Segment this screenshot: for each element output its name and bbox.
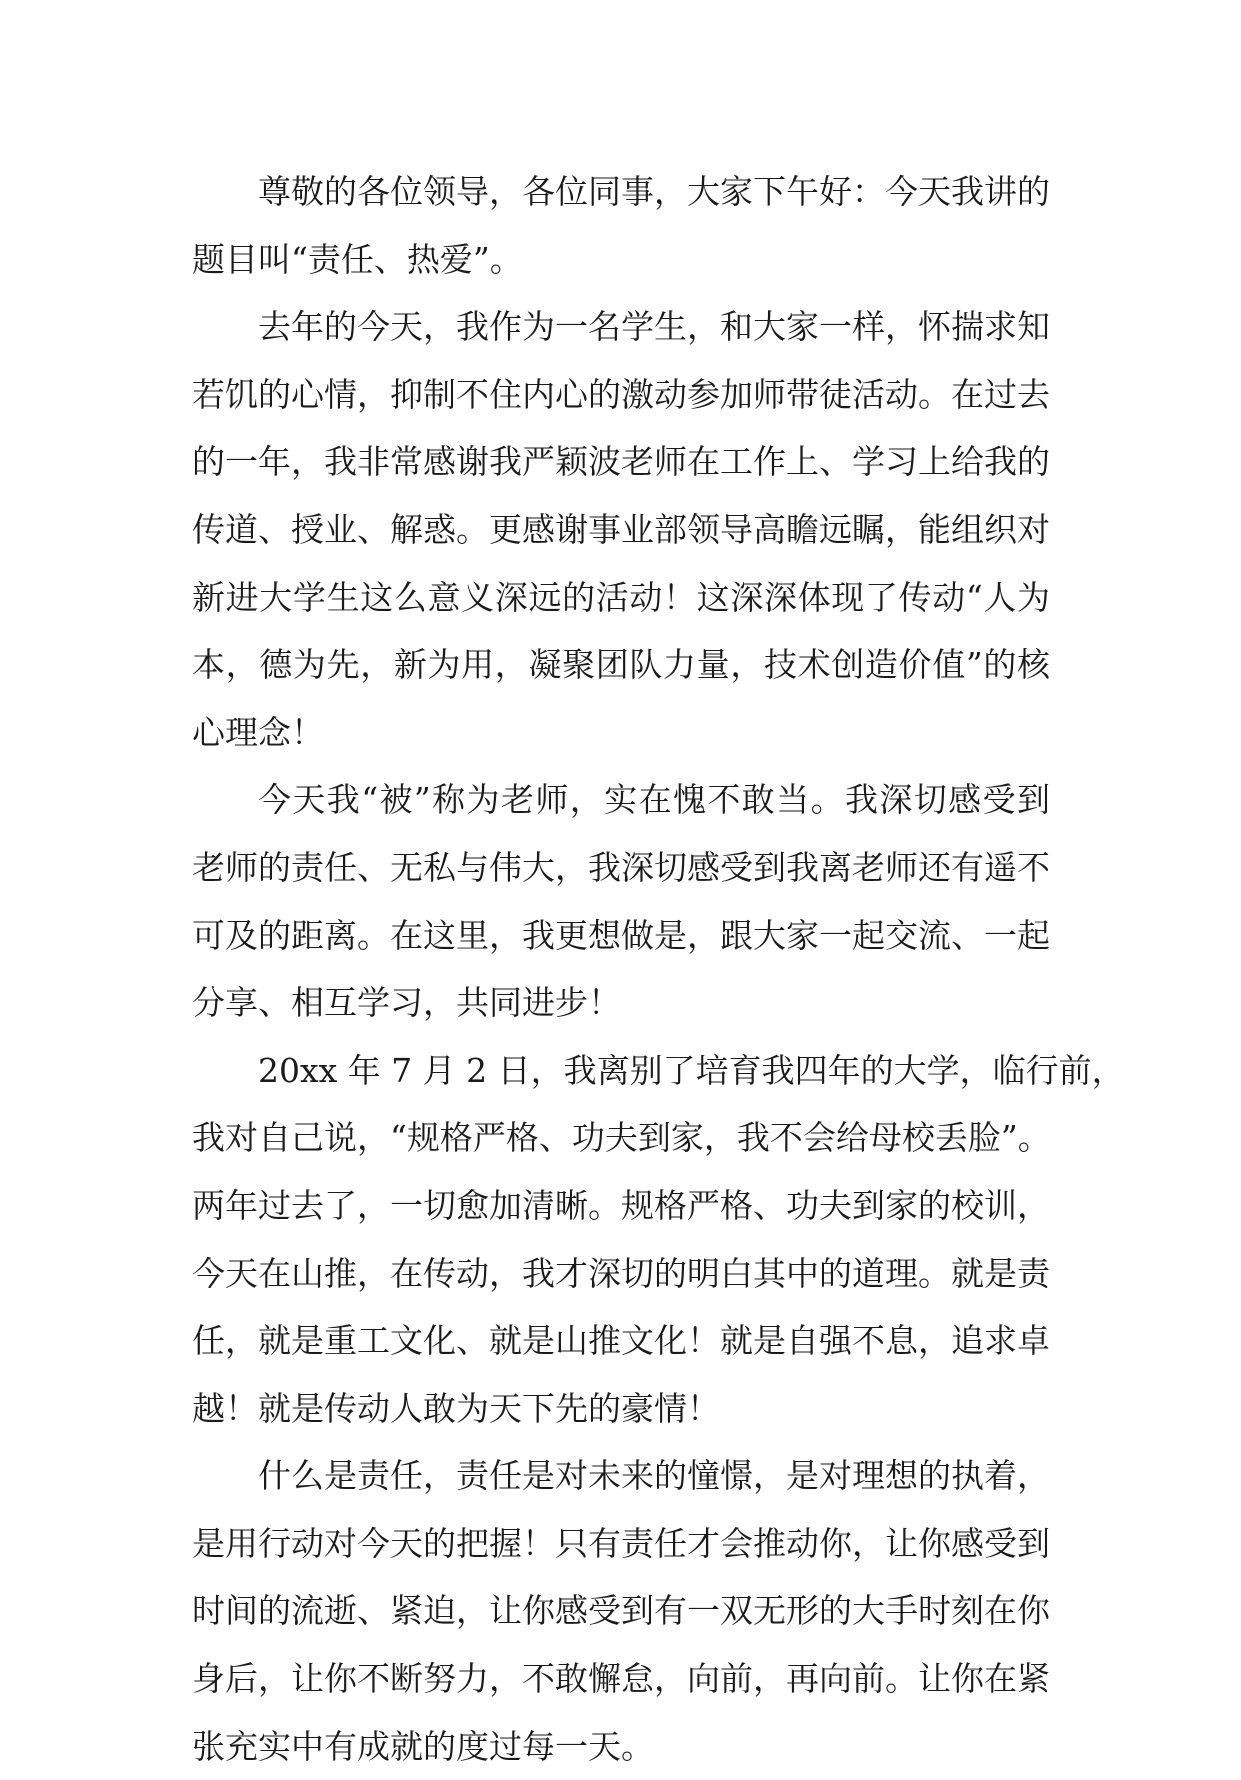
text-line: 本，德为先，新为用，凝聚团队力量，技术创造价值”的核: [192, 645, 1050, 685]
paragraph-last-year: [192, 293, 1050, 766]
text-line: 什么是责任，责任是对未来的憧憬，是对理想的执着，: [258, 1456, 1050, 1496]
text-line: 若饥的心情，抑制不住内心的激动参加师带徒活动。在过去: [192, 374, 1050, 414]
text-line: 我对自己说，“规格严格、功夫到家，我不会给母校丢脸”。: [192, 1118, 1051, 1158]
text-line: 20xx 年 7 月 2 日，我离别了培育我四年的大学，临行前，: [258, 1050, 1125, 1090]
text-line: 传道、授业、解惑。更感谢事业部领导高瞻远瞩，能组织对: [192, 509, 1050, 549]
text-line: 越！就是传动人敢为天下先的豪情！: [192, 1388, 720, 1428]
text-line: 去年的今天，我作为一名学生，和大家一样，怀揣求知: [258, 307, 1050, 347]
text-line: 可及的距离。在这里，我更想做是，跟大家一起交流、一起: [192, 915, 1050, 955]
text-line: 时间的流逝、紧迫，让你感受到有一双无形的大手时刻在你: [192, 1591, 1050, 1631]
text-line: 任，就是重工文化、就是山推文化！就是自强不息，追求卓: [192, 1321, 1050, 1361]
paragraph-greeting: [192, 158, 1050, 293]
text-line: 尊敬的各位领导，各位同事，大家下午好：今天我讲的: [258, 172, 1050, 211]
text-line: 今天我“被”称为老师，实在愧不敢当。我深切感受到: [258, 780, 1050, 820]
text-line: 是用行动对今天的把握！只有责任才会推动你，让你感受到: [192, 1523, 1050, 1563]
text-line: 心理念！: [192, 712, 324, 752]
body-text: [192, 158, 1125, 1780]
text-line: 分享、相互学习，共同进步！: [192, 983, 621, 1023]
text-line: 新进大学生这么意义深远的活动！这深深体现了传动“人为: [192, 577, 1050, 617]
text-line: 今天在山推，在传动，我才深切的明白其中的道理。就是责: [192, 1253, 1050, 1293]
paragraph-graduation: [192, 1037, 1125, 1443]
paragraph-teacher: [192, 766, 1050, 1036]
text-line: 的一年，我非常感谢我严颖波老师在工作上、学习上给我的: [192, 442, 1050, 482]
text-line: 题目叫“责任、热爱”。: [192, 239, 523, 279]
text-line: 张充实中有成就的度过每一天。: [192, 1726, 654, 1766]
text-line: 老师的责任、无私与伟大，我深切感受到我离老师还有遥不: [192, 847, 1050, 887]
text-line: 身后，让你不断努力，不敢懈怠，向前，再向前。让你在紧: [192, 1659, 1050, 1699]
text-line: 两年过去了，一切愈加清晰。规格严格、功夫到家的校训，: [192, 1185, 1050, 1225]
paragraph-responsibility: [192, 1442, 1050, 1780]
